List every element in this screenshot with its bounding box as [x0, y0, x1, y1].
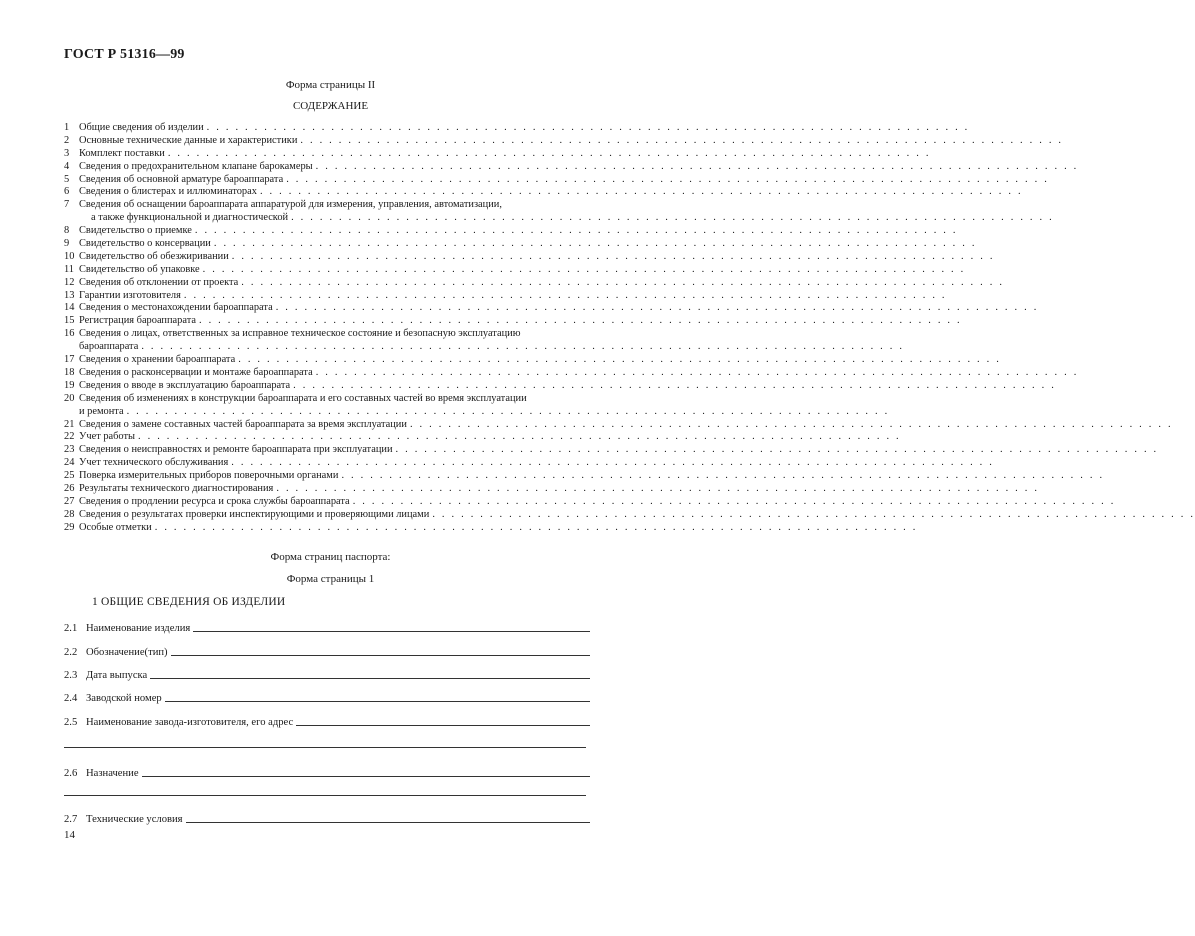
toc-leader-dots: . . . . . . . . . . . . . . . . . . . . . . . . . . . . . . . . . . . . . . . . . . . . . . . . . . . . . . . . . . . . . . . . . . . . . . . . . . . . . . . . [167, 147, 931, 159]
toc-item-text: Сведения об основной арматуре бароаппарата [79, 173, 284, 185]
continuation-line[interactable] [64, 747, 586, 748]
toc-item [64, 186, 1023, 199]
toc-item-text: Сведения о результатах проверки инспектирующими и проверяющими лицами [79, 508, 430, 520]
field-number: 2.1 [64, 623, 78, 634]
form-page-title: Форма страницы II [285, 79, 376, 91]
toc-item-number: 17 [64, 354, 75, 366]
toc-item-text: Сведения о местонахождении бароаппарата [79, 302, 273, 314]
toc-item-number: 28 [64, 508, 75, 520]
field-row-purpose [64, 765, 590, 779]
toc-item-number: 4 [64, 160, 70, 172]
toc-item-number: 3 [64, 147, 70, 159]
table-of-contents [64, 122, 1195, 535]
field-label: Наименование изделия [86, 623, 191, 634]
toc-item-number: 5 [64, 173, 70, 185]
toc-item-multiline [79, 393, 889, 419]
field-number: 2.2 [64, 647, 78, 658]
toc-item-text: Сведения об оснащении бароаппарата аппаратурой для измерения, управления, автоматизации, [79, 199, 502, 211]
toc-item-text: Сведения о вводе в эксплуатацию бароаппарата [79, 379, 291, 391]
toc-item [64, 134, 1064, 148]
field-label: Заводской номер [86, 693, 162, 704]
toc-item-text: Поверка измерительных приборов поверочными органами [79, 470, 339, 482]
toc-leader-dots: . . . . . . . . . . . . . . . . . . . . . . . . . . . . . . . . . . . . . . . . . . . . . . . . . . . . . . . . . . . . . . . . . . . . . . . . . . . . . . . . [409, 418, 1173, 430]
toc-leader-dots: . . . . . . . . . . . . . . . . . . . . . . . . . . . . . . . . . . . . . . . . . . . . . . . . . . . . . . . . . . . . . . . . . . . . . . . . . . . . . . . . [286, 173, 1050, 185]
toc-item-number: 13 [64, 289, 75, 301]
toc-item [64, 199, 1054, 225]
toc-leader-dots: . . . . . . . . . . . . . . . . . . . . . . . . . . . . . . . . . . . . . . . . . . . . . . . . . . . . . . . . . . . . . . . . . . . . . . . . . . . . . . . . [126, 405, 890, 417]
toc-item [64, 250, 995, 264]
field-number: 2.7 [64, 814, 78, 825]
toc-item-text: Регистрация бароаппарата [79, 315, 196, 327]
toc-item [64, 276, 1005, 290]
toc-item-number: 18 [64, 366, 75, 378]
toc-item-number: 6 [64, 186, 70, 198]
toc-item [64, 470, 1105, 483]
toc-item [64, 431, 901, 444]
field-row-serial-number [64, 690, 590, 704]
toc-title: СОДЕРЖАНИЕ [292, 100, 369, 112]
toc-leader-dots: . . . . . . . . . . . . . . . . . . . . . . . . . . . . . . . . . . . . . . . . . . . . . . . . . . . . . . . . . . . . . . . . . . . . . . . . . . . . . . . . [141, 341, 905, 353]
toc-item [64, 444, 1159, 457]
toc-item-number: 27 [64, 495, 75, 507]
fill-in-line[interactable] [186, 812, 590, 823]
toc-item [64, 173, 1050, 187]
toc-item-text: Сведения о продлении ресурса и срока службы бароаппарата [79, 495, 350, 507]
toc-item [64, 147, 931, 161]
toc-item [64, 366, 1079, 380]
toc-item-text-continued [79, 406, 889, 419]
toc-item-number: 20 [64, 392, 75, 404]
toc-item [64, 508, 1195, 522]
toc-item [64, 122, 970, 135]
toc-item-text: Сведения о расконсервации и монтаже бароаппарата [79, 366, 313, 378]
toc-item-text: Результаты технического диагностирования [79, 482, 274, 494]
field-label: Наименование завода-изготовителя, его адрес [86, 717, 294, 728]
toc-leader-dots: . . . . . . . . . . . . . . . . . . . . . . . . . . . . . . . . . . . . . . . . . . . . . . . . . . . . . . . . . . . . . . . . . . . . . . . . . . . . . . . . [293, 379, 1056, 391]
toc-leader-dots: . . . . . . . . . . . . . . . . . . . . . . . . . . . . . . . . . . . . . . . . . . . . . . . . . . . . . . . . . . . . . . . . . . . . . . . . . . . . . . . . [202, 263, 966, 275]
toc-item-number: 26 [64, 482, 75, 494]
toc-item-number: 1 [64, 122, 70, 133]
toc-item-number: 14 [64, 302, 75, 314]
toc-item-text: и ремонта [79, 405, 124, 417]
field-number: 2.6 [64, 768, 78, 779]
toc-item-number: 12 [64, 276, 75, 288]
field-row-manufacturer [64, 714, 590, 728]
toc-leader-dots: . . . . . . . . . . . . . . . . . . . . . . . . . . . . . . . . . . . . . . . . . . . . . . . . . . . . . . . . . . . . . . . . . . . . . . . . . . . . . . . . [138, 431, 901, 443]
toc-item-text: а также функциональной и диагностической [91, 212, 289, 224]
toc-item-number: 21 [64, 418, 75, 430]
toc-item-multiline [79, 328, 904, 354]
fill-in-line[interactable] [150, 668, 590, 679]
toc-item-text: Свидетельство о приемке [79, 225, 192, 237]
toc-leader-dots: . . . . . . . . . . . . . . . . . . . . . . . . . . . . . . . . . . . . . . . . . . . . . . . . . . . . . . . . . . . . . . . . . . . . . . . . . . . . . . . . [395, 444, 1159, 456]
field-label: Технические условия [86, 814, 183, 825]
toc-item-number: 8 [64, 225, 70, 237]
page-number: 14 [64, 829, 75, 841]
fill-in-line[interactable] [142, 766, 590, 777]
toc-item-text: Сведения о хранении бароаппарата [79, 354, 236, 366]
toc-item-number: 29 [64, 521, 75, 533]
toc-leader-dots: . . . . . . . . . . . . . . . . . . . . . . . . . . . . . . . . . . . . . . . . . . . . . . . . . . . . . . . . . . . . . . . . . . . . . . . . . . . . . . . . [341, 470, 1105, 482]
toc-item [64, 457, 995, 470]
toc-item [64, 482, 1040, 496]
field-number: 2.3 [64, 670, 78, 681]
toc-item [64, 225, 958, 238]
field-row-designation [64, 644, 590, 658]
toc-item-text: Сведения о лицах, ответственных за исправное техническое состояние и безопасную эксплуатацию [79, 328, 521, 340]
toc-item-text: Учет технического обслуживания [79, 457, 229, 469]
toc-item [64, 263, 966, 277]
section-heading: 1 ОБЩИЕ СВЕДЕНИЯ ОБ ИЗДЕЛИИ [92, 596, 286, 608]
toc-leader-dots: . . . . . . . . . . . . . . . . . . . . . . . . . . . . . . . . . . . . . . . . . . . . . . . . . . . . . . . . . . . . . . . . . . . . . . . . . . . . . . . . [432, 508, 1195, 520]
fill-in-line[interactable] [171, 645, 590, 656]
toc-item-text: Сведения об отклонении от проекта [79, 276, 239, 288]
fill-in-line[interactable] [165, 691, 590, 702]
toc-leader-dots: . . . . . . . . . . . . . . . . . . . . . . . . . . . . . . . . . . . . . . . . . . . . . . . . . . . . . . . . . . . . . . . . . . . . . . . . . . . . . . . . [238, 354, 1002, 366]
toc-item [64, 521, 918, 535]
toc-item-text: Основные технические данные и характеристики [79, 134, 298, 146]
toc-item [64, 418, 1173, 432]
toc-item-number: 22 [64, 431, 75, 443]
toc-leader-dots: . . . . . . . . . . . . . . . . . . . . . . . . . . . . . . . . . . . . . . . . . . . . . . . . . . . . . . . . . . . . . . . . . . . . . . . . . . . . . . . . [291, 212, 1054, 224]
toc-item [64, 315, 962, 328]
toc-item-text: Сведения о замене составных частей бароаппарата за время эксплуатации [79, 418, 407, 430]
toc-leader-dots: . . . . . . . . . . . . . . . . . . . . . . . . . . . . . . . . . . . . . . . . . . . . . . . . . . . . . . . . . . . . . . . . . . . . . . . . . . . . . . . . [231, 457, 995, 469]
toc-leader-dots: . . . . . . . . . . . . . . . . . . . . . . . . . . . . . . . . . . . . . . . . . . . . . . . . . . . . . . . . . . . . . . . . . . . . . . . . . . . . . . . . [231, 250, 995, 262]
toc-item [64, 379, 1056, 393]
toc-item-text-continued [79, 212, 1054, 225]
toc-item-number: 7 [64, 199, 70, 211]
toc-item [64, 289, 947, 303]
toc-item-number: 11 [64, 263, 75, 275]
toc-item-number: 24 [64, 457, 75, 469]
toc-item-number: 25 [64, 470, 75, 482]
form-page-1-title: Форма страницы 1 [286, 573, 375, 585]
fill-in-line[interactable] [296, 715, 590, 726]
toc-item-number: 16 [64, 328, 75, 340]
toc-item-text: Сведения о предохранительном клапане барокамеры [79, 160, 313, 172]
toc-item [64, 238, 977, 251]
toc-leader-dots: . . . . . . . . . . . . . . . . . . . . . . . . . . . . . . . . . . . . . . . . . . . . . . . . . . . . . . . . . . . . . . . . . . . . . . . . . . . . . . . . [241, 276, 1005, 288]
toc-item-text: Сведения о неисправностях и ремонте бароаппарата при эксплуатации [79, 444, 393, 456]
field-label: Дата выпуска [86, 670, 148, 681]
toc-leader-dots: . . . . . . . . . . . . . . . . . . . . . . . . . . . . . . . . . . . . . . . . . . . . . . . . . . . . . . . . . . . . . . . . . . . . . . . . . . . . . . . . [315, 366, 1079, 378]
toc-item-number: 19 [64, 379, 75, 391]
toc-item-text: Общие сведения об изделии [79, 122, 204, 133]
toc-item [64, 160, 1079, 174]
toc-leader-dots: . . . . . . . . . . . . . . . . . . . . . . . . . . . . . . . . . . . . . . . . . . . . . . . . . . . . . . . . . . . . . . . . . . . . . . . . . . . . . . . . [198, 315, 962, 327]
field-row-release-date [64, 667, 590, 681]
field-number: 2.4 [64, 693, 78, 704]
toc-leader-dots: . . . . . . . . . . . . . . . . . . . . . . . . . . . . . . . . . . . . . . . . . . . . . . . . . . . . . . . . . . . . . . . . . . . . . . . . . . . . . . . . [276, 482, 1040, 494]
toc-item-text: Свидетельство об обезжиривании [79, 250, 229, 262]
field-row-tech-conditions [64, 811, 590, 825]
toc-item [64, 354, 1002, 367]
toc-item-text: Учет работы [79, 431, 136, 443]
toc-item-number: 9 [64, 238, 70, 250]
toc-leader-dots: . . . . . . . . . . . . . . . . . . . . . . . . . . . . . . . . . . . . . . . . . . . . . . . . . . . . . . . . . . . . . . . . . . . . . . . . . . . . . . . . [259, 186, 1023, 198]
toc-item-text: Комплект поставки [79, 147, 165, 159]
toc-leader-dots: . . . . . . . . . . . . . . . . . . . . . . . . . . . . . . . . . . . . . . . . . . . . . . . . . . . . . . . . . . . . . . . . . . . . . . . . . . . . . . . . [352, 495, 1116, 507]
toc-item-text: Гарантии изготовителя [79, 289, 181, 301]
toc-item-text-continued [79, 341, 904, 354]
toc-item-text: Свидетельство о консервации [79, 238, 211, 250]
toc-item [64, 302, 1039, 315]
toc-leader-dots: . . . . . . . . . . . . . . . . . . . . . . . . . . . . . . . . . . . . . . . . . . . . . . . . . . . . . . . . . . . . . . . . . . . . . . . . . . . . . . . . [206, 122, 970, 133]
toc-leader-dots: . . . . . . . . . . . . . . . . . . . . . . . . . . . . . . . . . . . . . . . . . . . . . . . . . . . . . . . . . . . . . . . . . . . . . . . . . . . . . . . . [194, 225, 958, 237]
field-number: 2.5 [64, 717, 78, 728]
toc-item-text: Сведения об изменениях в конструкции бароаппарата и его составных частей во время эксплуатации [79, 392, 527, 404]
toc-leader-dots: . . . . . . . . . . . . . . . . . . . . . . . . . . . . . . . . . . . . . . . . . . . . . . . . . . . . . . . . . . . . . . . . . . . . . . . . . . . . . . . . [275, 302, 1039, 314]
toc-item-number: 10 [64, 250, 75, 262]
toc-item-text: бароаппарата [79, 341, 139, 353]
toc-item [64, 392, 890, 419]
continuation-line[interactable] [64, 795, 586, 796]
toc-leader-dots: . . . . . . . . . . . . . . . . . . . . . . . . . . . . . . . . . . . . . . . . . . . . . . . . . . . . . . . . . . . . . . . . . . . . . . . . . . . . . . . . [154, 521, 918, 533]
toc-item-number: 23 [64, 444, 75, 456]
fill-in-line[interactable] [193, 621, 590, 632]
toc-item-text: Свидетельство об упаковке [79, 263, 200, 275]
toc-item-text: Особые отметки [79, 521, 152, 533]
toc-item-text: Сведения о блистерах и иллюминаторах [79, 186, 257, 198]
toc-item-multiline [79, 199, 1054, 225]
toc-leader-dots: . . . . . . . . . . . . . . . . . . . . . . . . . . . . . . . . . . . . . . . . . . . . . . . . . . . . . . . . . . . . . . . . . . . . . . . . . . . . . . . . [213, 238, 977, 250]
field-label: Назначение [86, 768, 139, 779]
passport-forms-title: Форма страниц паспорта: [270, 551, 391, 563]
toc-leader-dots: . . . . . . . . . . . . . . . . . . . . . . . . . . . . . . . . . . . . . . . . . . . . . . . . . . . . . . . . . . . . . . . . . . . . . . . . . . . . . . . . [183, 289, 947, 301]
toc-leader-dots: . . . . . . . . . . . . . . . . . . . . . . . . . . . . . . . . . . . . . . . . . . . . . . . . . . . . . . . . . . . . . . . . . . . . . . . . . . . . . . . . [315, 160, 1079, 172]
toc-item [64, 495, 1116, 509]
toc-item-number: 15 [64, 315, 75, 327]
toc-leader-dots: . . . . . . . . . . . . . . . . . . . . . . . . . . . . . . . . . . . . . . . . . . . . . . . . . . . . . . . . . . . . . . . . . . . . . . . . . . . . . . . . [300, 134, 1064, 146]
toc-item-number: 2 [64, 134, 70, 146]
field-label: Обозначение(тип) [86, 647, 168, 658]
toc-item [64, 328, 905, 354]
field-row-product-name [64, 620, 590, 634]
document-number: ГОСТ Р 51316—99 [64, 47, 185, 62]
